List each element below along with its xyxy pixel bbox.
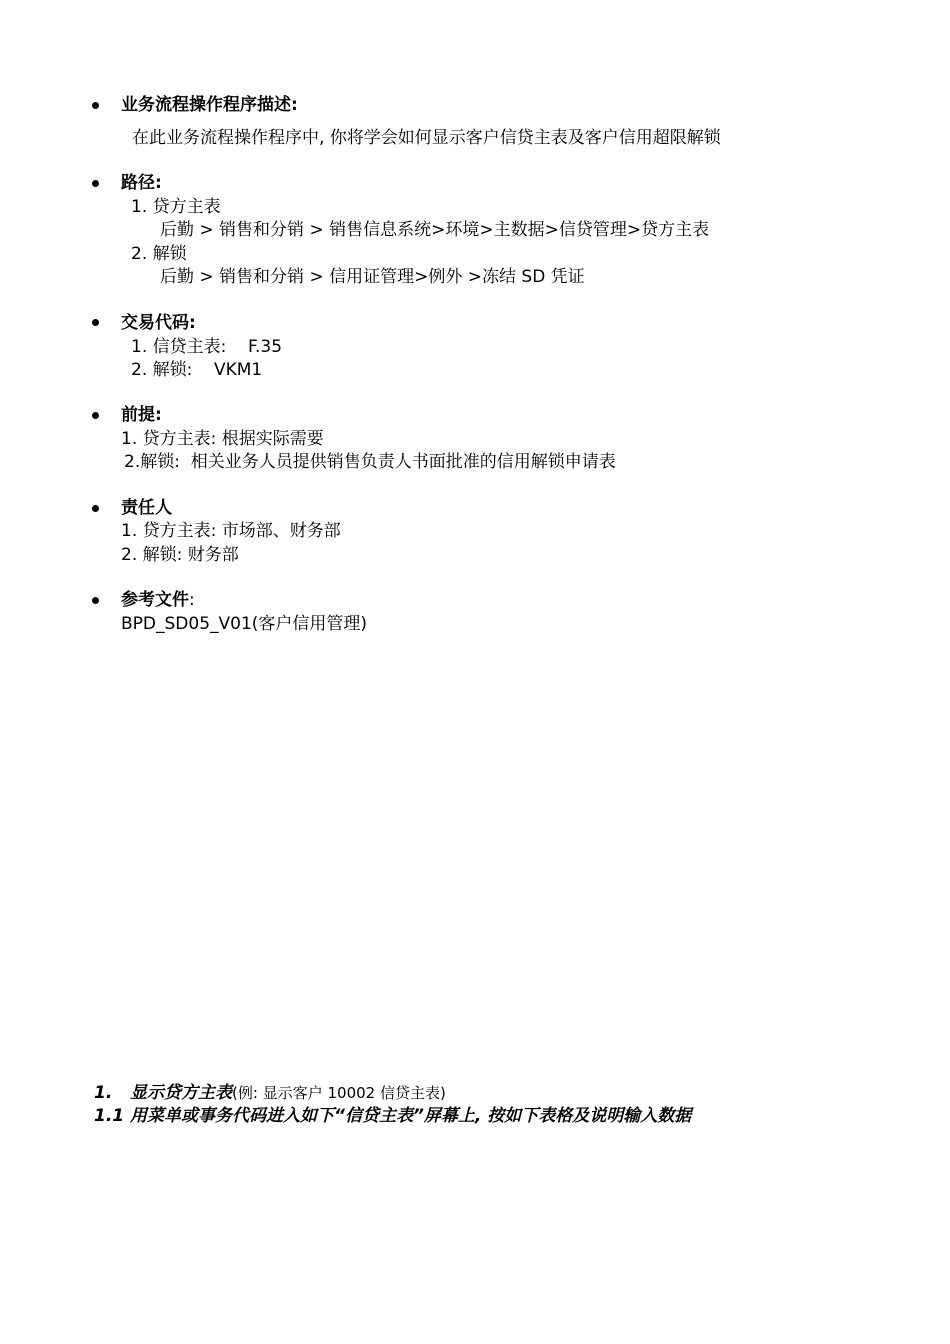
path-item-1: 1. 贷方主表 (131, 197, 221, 217)
section-heading-prerequisite: 前提: (121, 405, 162, 425)
bullet (92, 412, 99, 419)
transaction-code-2: 2. 解锁: VKM1 (131, 360, 263, 380)
section-heading-path: 路径: (121, 173, 162, 193)
transaction-code-1: 1. 信贷主表: F.35 (131, 337, 283, 357)
path-item-2: 2. 解锁 (131, 244, 187, 264)
reference-document: BPD_SD05_V01(客户信用管理) (121, 614, 368, 634)
step-1-1-heading: 1.1 用菜单或事务代码进入如下“信贷主表”屏幕上, 按如下表格及说明输入数据 (94, 1106, 692, 1126)
section-heading-transaction-code: 交易代码: (121, 313, 196, 333)
section-heading-responsible: 责任人 (121, 498, 172, 518)
step-1-note: (例: 显示客户 10002 信贷主表) (232, 1084, 446, 1102)
reference-heading-text: 参考文件 (121, 590, 189, 610)
section-heading-description: 业务流程操作程序描述: (121, 95, 298, 115)
bullet (92, 597, 99, 604)
path-item-2-route: 后勤 > 销售和分销 > 信用证管理>例外 >冻结 SD 凭证 (160, 267, 585, 287)
prerequisite-1: 1. 贷方主表: 根据实际需要 (121, 429, 324, 449)
reference-heading-colon: : (189, 590, 195, 610)
description-text: 在此业务流程操作程序中, 你将学会如何显示客户信贷主表及客户信用超限解锁 (132, 128, 721, 148)
path-item-1-route: 后勤 > 销售和分销 > 销售信息系统>环境>主数据>信贷管理>贷方主表 (160, 220, 710, 240)
section-heading-reference (121, 589, 195, 612)
responsible-2: 2. 解锁: 财务部 (121, 545, 239, 565)
step-1-title: 1. 显示贷方主表 (94, 1083, 233, 1103)
step-1-heading (94, 1082, 446, 1105)
bullet (92, 102, 99, 109)
bullet (92, 505, 99, 512)
bullet (92, 180, 99, 187)
bullet (92, 319, 99, 326)
prerequisite-2: 2.解锁: 相关业务人员提供销售负责人书面批准的信用解锁申请表 (124, 452, 616, 472)
responsible-1: 1. 贷方主表: 市场部、财务部 (121, 521, 341, 541)
